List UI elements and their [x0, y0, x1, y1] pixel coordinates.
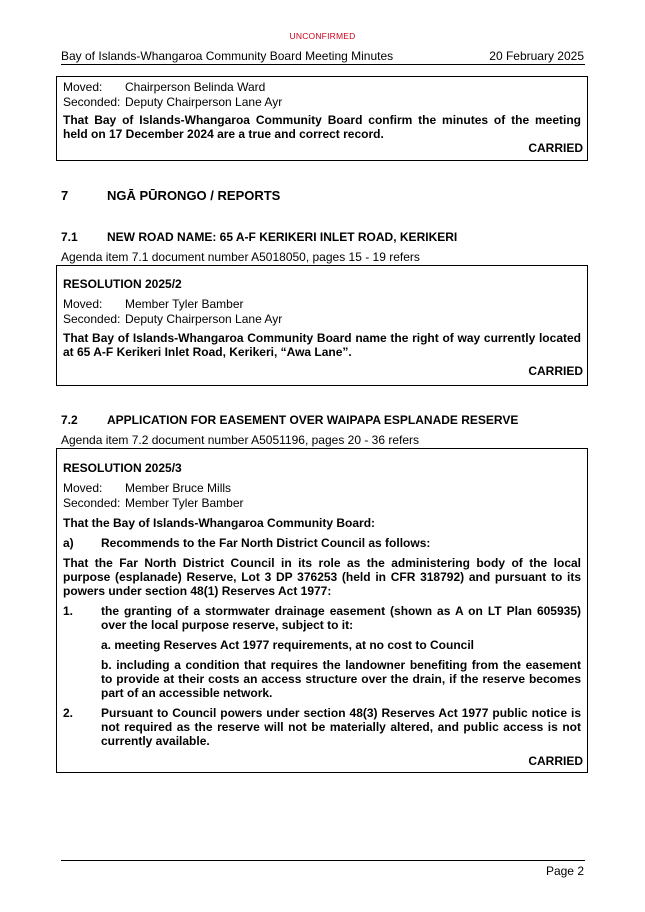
seconded-row: [63, 95, 282, 109]
item-7-2-agenda-ref: Agenda item 7.2 document number A5051196, pages 20 - 36 refers: [61, 433, 420, 447]
seconded-label: Seconded:: [63, 312, 121, 326]
seconded-row: [63, 496, 243, 510]
footer-divider: [61, 860, 585, 861]
list-number-2: 2.: [63, 706, 74, 720]
moved-row: [63, 80, 265, 94]
item-7-1-agenda-ref: Agenda item 7.1 document number A5018050, pages 15 - 19 refers: [61, 250, 420, 264]
seconded-value: Deputy Chairperson Lane Ayr: [125, 312, 283, 326]
document-title: Bay of Islands-Whangaroa Community Board Meeting Minutes: [61, 49, 394, 63]
item-7-2-title: APPLICATION FOR EASEMENT OVER WAIPAPA ESPLANADE RESERVE: [107, 413, 519, 427]
seconded-value: Member Tyler Bamber: [125, 496, 244, 510]
seconded-label: Seconded:: [63, 496, 121, 510]
section-number: 7: [61, 188, 69, 203]
moved-label: Moved:: [63, 481, 103, 495]
moved-row: [63, 481, 231, 495]
item-7-1-title: NEW ROAD NAME: 65 A-F KERIKERI INLET ROAD, KERIKERI: [107, 230, 458, 244]
carried-label: CARRIED: [528, 754, 583, 768]
resolution-number: RESOLUTION 2025/3: [63, 461, 182, 475]
meeting-date: 20 February 2025: [489, 49, 584, 63]
carried-label: CARRIED: [528, 141, 583, 155]
moved-value: Member Tyler Bamber: [125, 297, 244, 311]
resolution-box-2025-3: [56, 448, 588, 773]
seconded-label: Seconded:: [63, 95, 121, 109]
header-divider: [61, 64, 585, 65]
list-text-a: Recommends to the Far North District Council as follows:: [101, 536, 431, 550]
resolution-intro: That the Bay of Islands-Whangaroa Community Board:: [63, 516, 376, 530]
resolution-text: That Bay of Islands-Whangaroa Community Board confirm the minutes of the meeting held on 17 December 2024 are a true and correct record.: [63, 113, 581, 141]
resolution-text: That Bay of Islands-Whangaroa Community Board name the right of way currently located at 65 A-F Kerikeri Inlet Road, Kerikeri, “Awa Lane”.: [63, 331, 581, 359]
item-7-2-number: 7.2: [61, 413, 78, 427]
moved-row: [63, 297, 243, 311]
seconded-row: [63, 312, 282, 326]
list-text-1: the granting of a stormwater drainage easement (shown as A on LT Plan 605935) over the local purpose reserve, subject to it:: [101, 604, 581, 632]
seconded-value: Deputy Chairperson Lane Ayr: [125, 95, 283, 109]
page-number: Page 2: [545, 864, 584, 878]
resolution-box-2025-2: [56, 265, 588, 386]
moved-value: Chairperson Belinda Ward: [125, 80, 266, 94]
section-title: NGĀ PŪRONGO / REPORTS: [107, 188, 281, 203]
list-subitem-1a: a. meeting Reserves Act 1977 requirements, at no cost to Council: [101, 638, 475, 652]
carried-label: CARRIED: [528, 364, 583, 378]
unconfirmed-label: UNCONFIRMED: [289, 31, 356, 41]
list-subitem-1b: b. including a condition that requires the landowner benefiting from the easement to provide at their costs an access structure over the drain, if the reserve becomes part of an accessible network.: [101, 658, 581, 700]
resolution-box-minutes: [56, 76, 588, 161]
list-text-2: Pursuant to Council powers under section 48(3) Reserves Act 1977 public notice is not required as the reserve will not be materially altered, and public access is not currently available.: [101, 706, 581, 748]
moved-label: Moved:: [63, 297, 103, 311]
list-label-a: a): [63, 536, 74, 550]
moved-value: Member Bruce Mills: [125, 481, 232, 495]
council-text: That the Far North District Council in its role as the administering body of the local purpose (esplanade) Reserve, Lot 3 DP 376253 (held in CFR 318792) and pursuant to its powers under section 48(1) Reserves Act 1977:: [63, 556, 581, 598]
moved-label: Moved:: [63, 80, 103, 94]
item-7-1-number: 7.1: [61, 230, 78, 244]
list-number-1: 1.: [63, 604, 74, 618]
resolution-number: RESOLUTION 2025/2: [63, 277, 182, 291]
